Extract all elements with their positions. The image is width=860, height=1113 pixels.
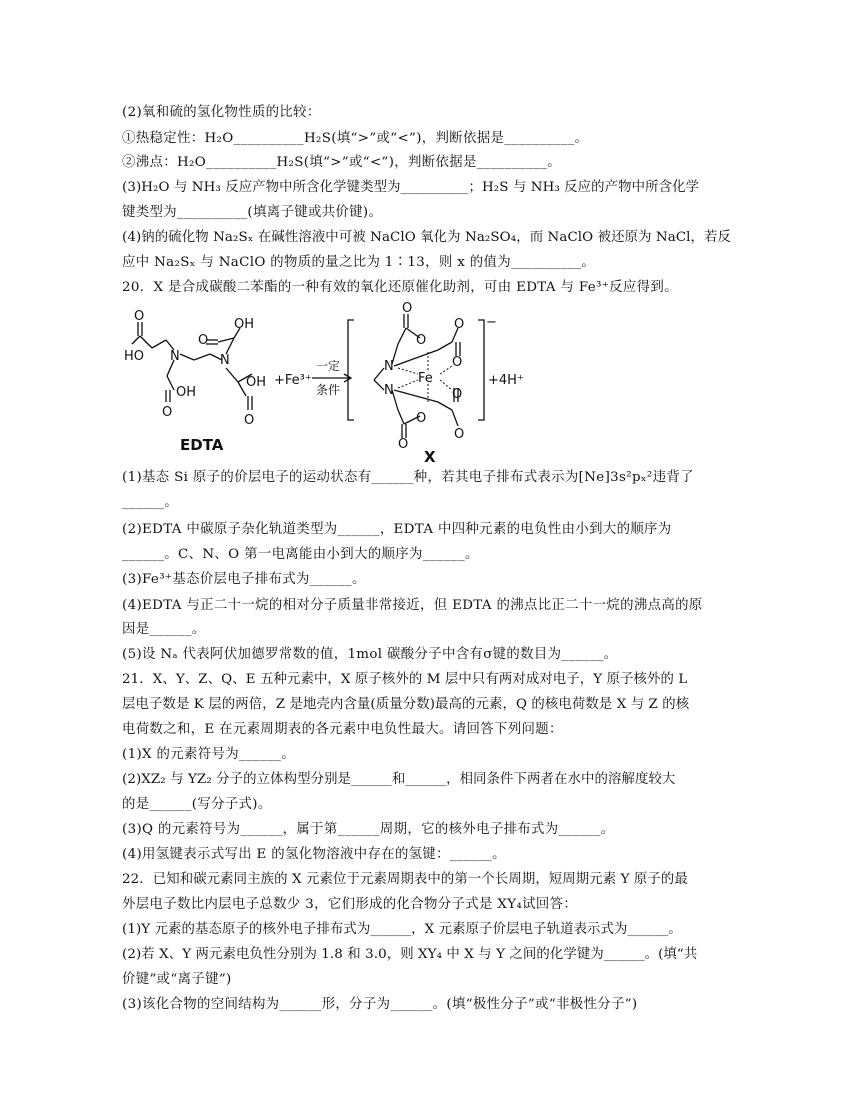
question-20-stem: 20．X 是合成碳酸二苯酯的一种有效的氧化还原催化助剂，可由 EDTA 与 Fe³⁺反应得到。: [122, 280, 678, 295]
x-o-7: O: [454, 427, 465, 442]
question-21-stem-1: 21．X、Y、Z、Q、E 五种元素中，X 原子核外的 M 层中只有两对成对电子，Y 原子核外的 L: [122, 672, 688, 687]
q20-part-2b: ______。C、N、O 第一电离能由小到大的顺序为______。: [122, 547, 479, 562]
edta-reaction-figure: [122, 298, 742, 468]
x-label: X: [424, 448, 436, 466]
edta-oh-3: OH: [246, 375, 267, 390]
q22-part-2b: 价键”或“离子键”): [122, 972, 232, 987]
edta-ho: HO: [124, 349, 145, 364]
q20-part-4b: 因是______。: [122, 622, 206, 637]
q21-part-2: (2)XZ₂ 与 YZ₂ 分子的立体构型分别是______和______，相同条件下两者在水中的溶解度较大: [122, 772, 676, 787]
edta-n-2: N: [220, 353, 230, 368]
q20-part-1: (1)基态 Si 原子的价层电子的运动状态有______种，若其电子排布式表示为[Ne]3s²pₓ²违背了: [122, 470, 694, 485]
x-o-3: O: [454, 317, 465, 332]
x-o-5: O: [452, 387, 463, 402]
q21-part-1: (1)X 的元素符号为______。: [122, 747, 295, 762]
text-line-3: ②沸点：H₂O__________H₂S(填“>”或“<”)，判断依据是__________。: [122, 155, 561, 170]
fe3-reagent: +Fe³⁺: [274, 373, 312, 388]
x-n-2: N: [384, 383, 394, 398]
question-22-stem-2: 外层电子数比内层电子总数少 3，它们形成的化合物分子式是 XY₄试回答：: [122, 897, 578, 912]
edta-o-3: O: [198, 333, 209, 348]
condition-bottom: 条件: [316, 383, 341, 397]
q20-part-2: (2)EDTA 中碳原子杂化轨道类型为______，EDTA 中四种元素的电负性由小到大的顺序为: [122, 522, 672, 537]
q22-part-2: (2)若 X、Y 两元素电负性分别为 1.8 和 3.0，则 XY₄ 中 X 与 Y 之间的化学键为______。(填“共: [122, 947, 698, 962]
edta-label: EDTA: [180, 436, 224, 454]
q21-part-4: (4)用氢键表示式写出 E 的氢化物溶液中存在的氢键：______。: [122, 847, 506, 862]
text-line-6: (4)钠的硫化物 Na₂Sₓ 在碱性溶液中可被 NaClO 氧化为 Na₂SO₄，而 NaClO 被还原为 NaCl，若反: [122, 230, 732, 245]
text-line-7: 应中 Na₂Sₓ 与 NaClO 的物质的量之比为 1∶13，则 x 的值为__________。: [122, 255, 596, 270]
edta-oh-2: OH: [234, 317, 255, 332]
edta-o-4: O: [244, 413, 255, 428]
text-line-4: (3)H₂O 与 NH₃ 反应产物中所含化学键类型为__________；H₂S 与 NH₃ 反应的产物中所含化学: [122, 180, 700, 195]
x-fe: Fe: [418, 371, 433, 386]
q21-part-2b: 的是______(写分子式)。: [122, 797, 272, 812]
q22-part-1: (1)Y 元素的基态原子的核外电子排布式为______，X 元素原子价层电子轨道表示式为______。: [122, 922, 682, 937]
q20-part-3: (3)Fe³⁺基态价层电子排布式为______。: [122, 572, 366, 587]
edta-o-2: O: [162, 405, 173, 420]
x-o-1: O: [402, 301, 413, 316]
x-o-4: O: [452, 355, 463, 370]
condition-top: 一定: [316, 359, 341, 373]
product-tail: +4H⁺: [488, 373, 524, 388]
question-22-stem-1: 22．已知和碳元素同主族的 X 元素位于元素周期表中的第一个长周期，短周期元素 Y 原子的最: [122, 872, 688, 887]
text-line-2: ①热稳定性：H₂O__________H₂S(填“>”或“<”)，判断依据是__________。: [122, 131, 589, 146]
x-o-6: O: [416, 411, 427, 426]
q20-part-5: (5)设 Nₐ 代表阿伏加德罗常数的值，1mol 碳酸分子中含有σ键的数目为______。: [122, 647, 618, 662]
x-n-1: N: [384, 359, 394, 374]
question-21-stem-2: 层电子数是 K 层的两倍，Z 是地壳内含量(质量分数)最高的元素，Q 的核电荷数是 X 与 Z 的核: [122, 697, 690, 712]
edta-n-1: N: [170, 349, 180, 364]
text-line-1: (2)氧和硫的氢化物性质的比较：: [122, 105, 321, 120]
complex-charge: −: [486, 315, 497, 330]
q21-part-3: (3)Q 的元素符号为______，属于第______周期，它的核外电子排布式为______。: [122, 822, 615, 837]
x-o-8: O: [398, 437, 409, 452]
question-21-stem-3: 电荷数之和，E 在元素周期表的各元素中电负性最大。请回答下列问题：: [122, 722, 563, 737]
q20-part-1b: ______。: [122, 495, 179, 510]
x-o-2: O: [416, 333, 427, 348]
q22-part-3: (3)该化合物的空间结构为______形，分子为______。(填“极性分子”或“非极性分子”): [122, 997, 638, 1012]
q20-part-4: (4)EDTA 与正二十一烷的相对分子质量非常接近，但 EDTA 的沸点比正二十一烷的沸点高的原: [122, 598, 703, 613]
text-line-5: 键类型为__________(填离子键或共价键)。: [122, 205, 383, 220]
edta-oh-1: OH: [176, 385, 197, 400]
edta-o-1: O: [134, 309, 145, 324]
